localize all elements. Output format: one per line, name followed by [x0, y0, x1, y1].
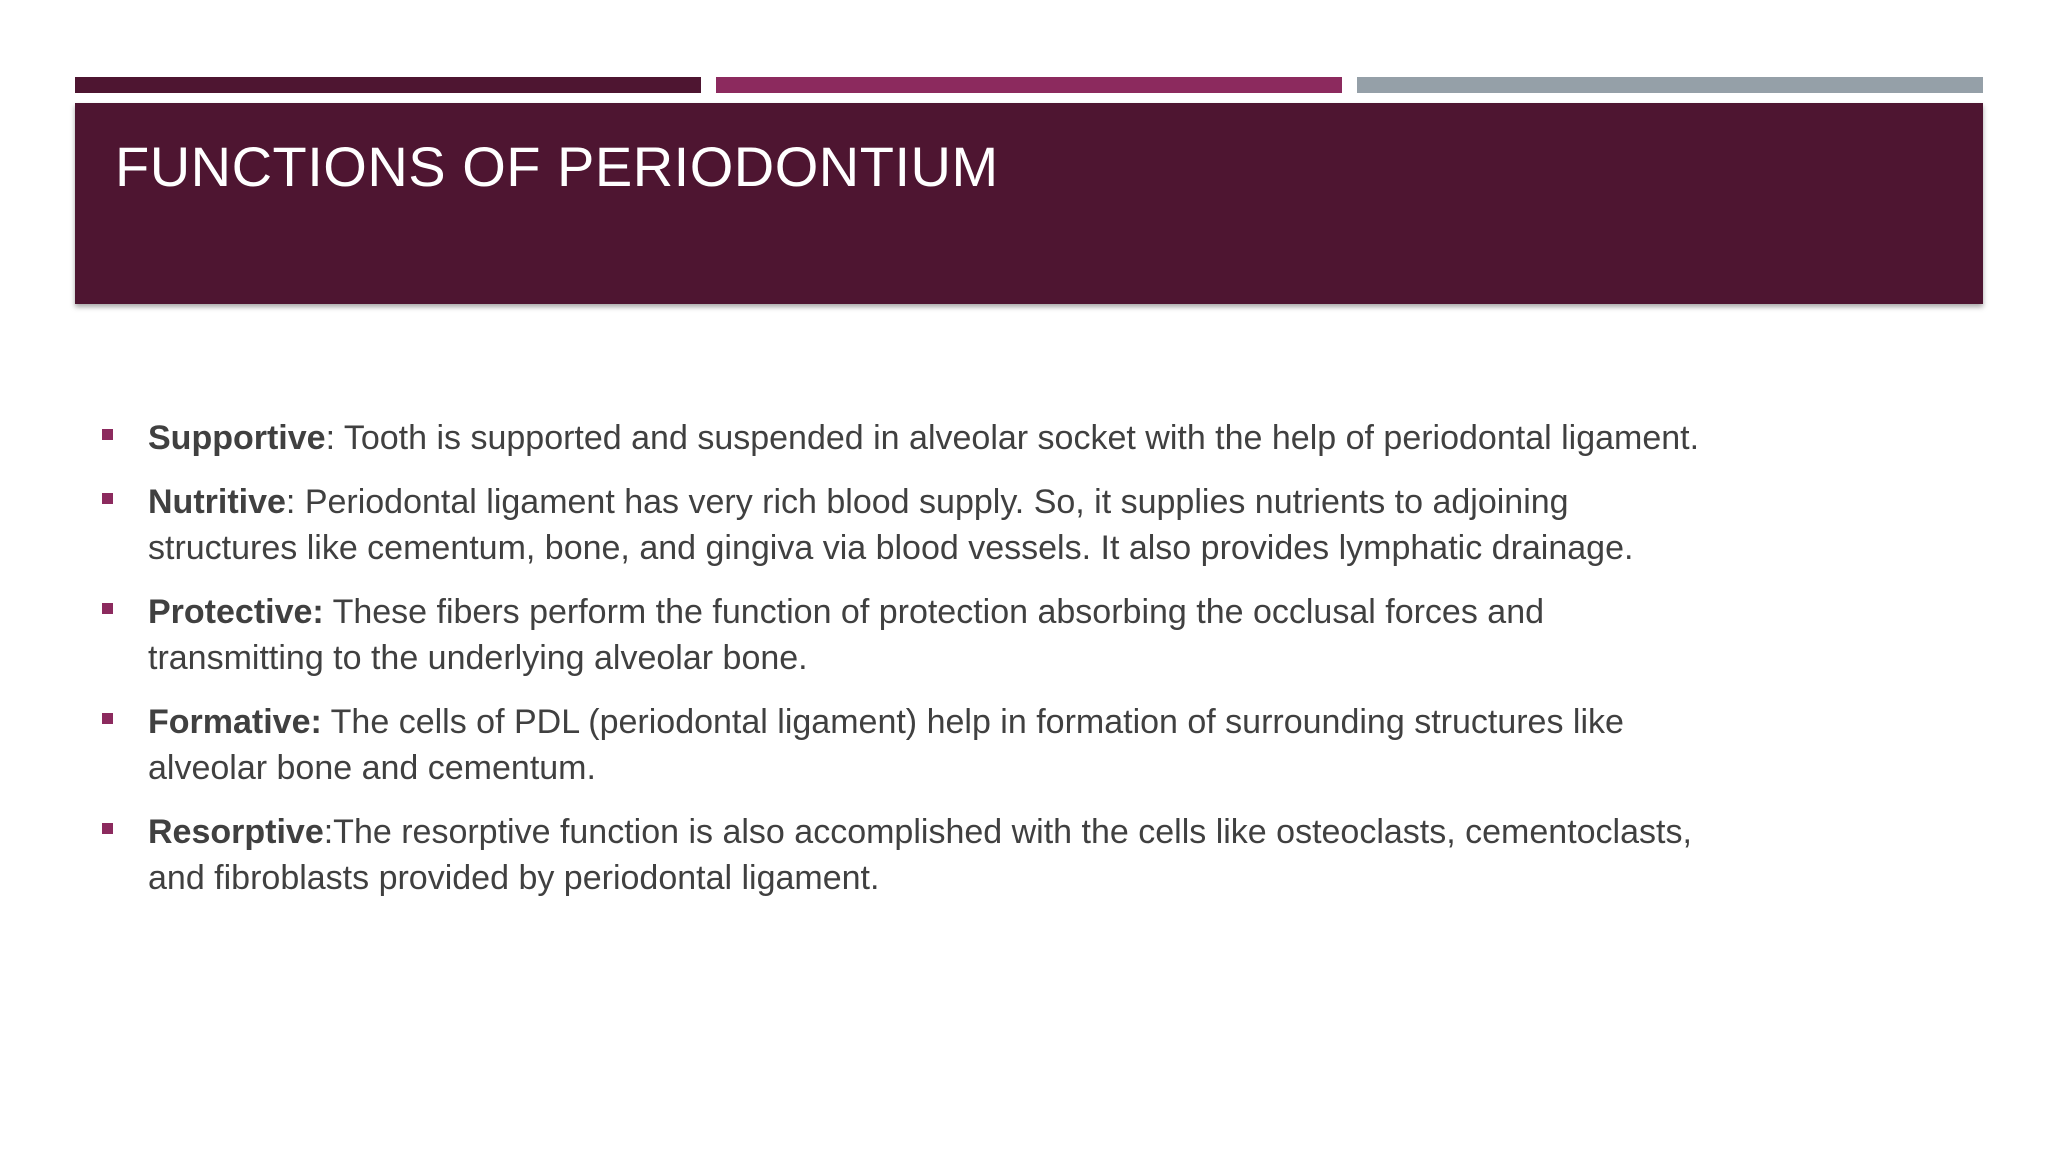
bullet-item-resorptive: [100, 809, 1720, 901]
bullet-term: Formative:: [148, 703, 322, 741]
square-bullet-icon: [102, 603, 113, 614]
bullet-term: Resorptive: [148, 813, 324, 851]
bullet-list: [100, 415, 1720, 919]
title-band: [75, 103, 1983, 304]
bullet-item-protective: [100, 589, 1720, 681]
accent-bar-dark-plum: [75, 77, 701, 93]
bullet-term: Nutritive: [148, 483, 286, 521]
bullet-text: : Periodontal ligament has very rich blood supply. So, it supplies nutrients to adjoining structures like cementum, bone, and gingiva via blood vessels. It also provides lymphatic drainage.: [148, 483, 1634, 567]
bullet-item-formative: [100, 699, 1720, 791]
square-bullet-icon: [102, 823, 113, 834]
bullet-text: The cells of PDL (periodontal ligament) help in formation of surrounding structures like alveolar bone and cementum.: [148, 703, 1624, 787]
slide-title: FUNCTIONS OF PERIODONTIUM: [115, 135, 999, 198]
bullet-text: These fibers perform the function of protection absorbing the occlusal forces and transmitting to the underlying alveolar bone.: [148, 593, 1545, 677]
bullet-term: Protective:: [148, 593, 324, 631]
bullet-text: : Tooth is supported and suspended in alveolar socket with the help of periodontal ligament.: [325, 419, 1700, 457]
bullet-text: :The resorptive function is also accomplished with the cells like osteoclasts, cementoclasts, and fibroblasts provided by periodontal ligament.: [148, 813, 1692, 897]
square-bullet-icon: [102, 713, 113, 724]
bullet-item-supportive: [100, 415, 1720, 461]
bullet-term: Supportive: [148, 419, 326, 457]
accent-bar-magenta: [716, 77, 1342, 93]
square-bullet-icon: [102, 493, 113, 504]
accent-bar-gray: [1357, 77, 1983, 93]
square-bullet-icon: [102, 429, 113, 440]
bullet-item-nutritive: [100, 479, 1720, 571]
